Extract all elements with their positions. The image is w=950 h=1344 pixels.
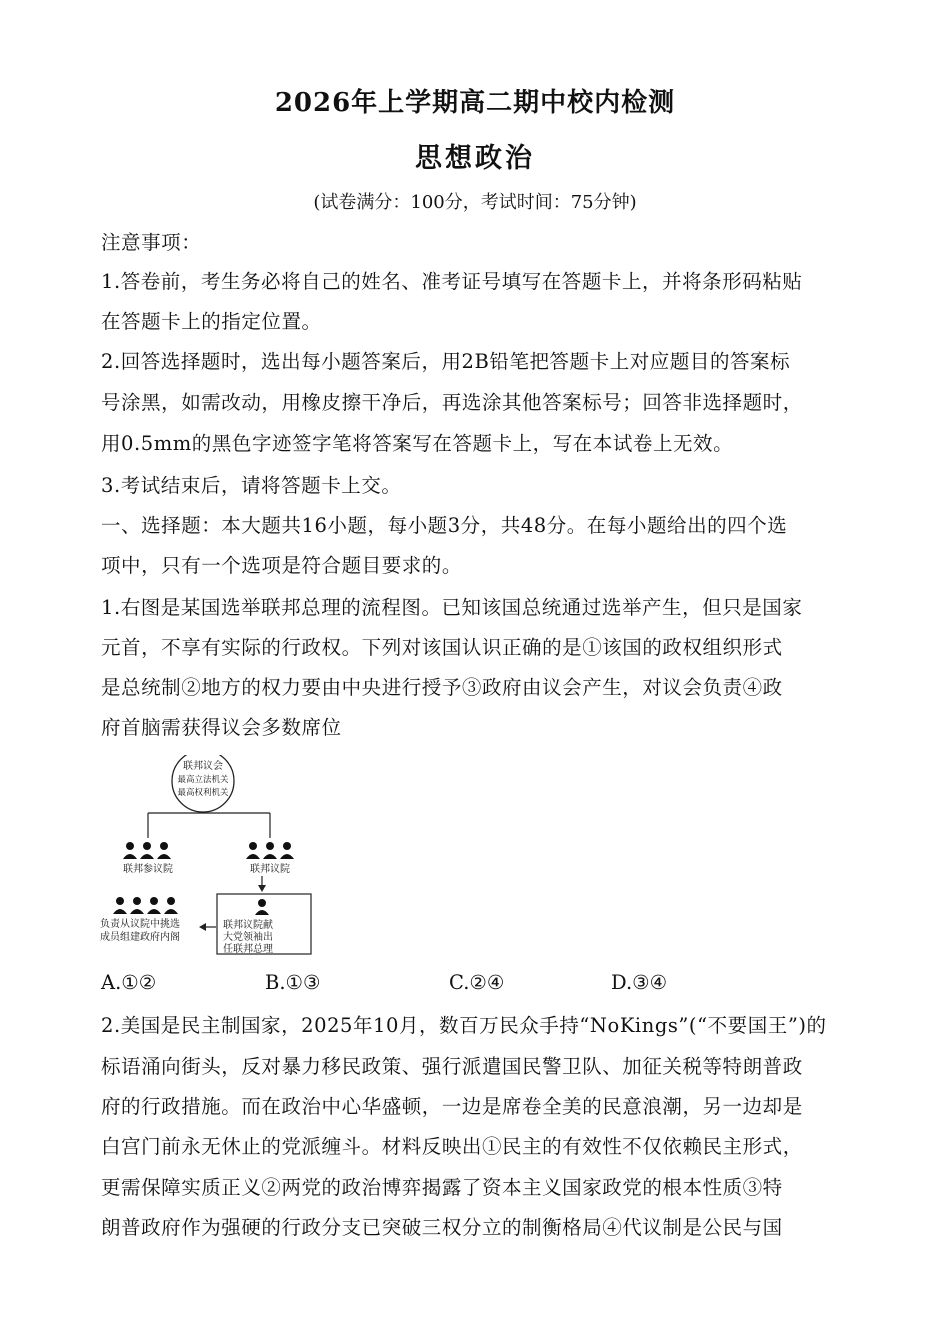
- section-instruction: 一、选择题：本大题共16小题，每小题3分，共48分。在每小题给出的四个选: [101, 514, 788, 537]
- cabinet-text: 成员组建政府内阁: [100, 932, 180, 943]
- upper-house-people-icon: [123, 842, 171, 859]
- lower-house-people-icon: [246, 842, 294, 859]
- notice-line: 2.回答选择题时，选出每小题答案后，用2B铅笔把答题卡上对应题目的答案标: [101, 350, 791, 373]
- question-2-text: 2.美国是民主制国家，2025年10月，数百万民众手持“NoKings”(“不要国王”)的: [101, 1014, 827, 1037]
- option-b: B.①③: [265, 971, 321, 994]
- connector-lines: [148, 812, 270, 838]
- notice-line: 号涂黑，如需改动，用橡皮擦干净后，再选涂其他答案标号；回答非选择题时，: [101, 391, 803, 414]
- option-a: A.①②: [101, 971, 157, 994]
- option-c: C.②④: [449, 971, 505, 994]
- chancellor-text: 大党领袖出: [223, 932, 273, 943]
- option-d: D.③④: [611, 971, 668, 994]
- cabinet-text: 负责从议院中挑选: [100, 919, 180, 930]
- chancellor-text: 任联邦总理: [223, 944, 273, 955]
- upper-house-label: 联邦参议院: [123, 864, 173, 875]
- question-1-text: 府首脑需获得议会多数席位: [101, 716, 342, 739]
- section-instruction: 项中，只有一个选项是符合题目要求的。: [101, 554, 462, 577]
- cabinet-people-icon: [113, 897, 178, 914]
- question-2-text: 府的行政措施。而在政治中心华盛顿，一边是席卷全美的民意浪潮，另一边却是: [101, 1095, 803, 1118]
- election-flowchart: [90, 755, 360, 955]
- question-2-text: 更需保障实质正义②两党的政治博弈揭露了资本主义国家政党的根本性质③特: [101, 1176, 783, 1199]
- parliament-label: 最高立法机关: [177, 775, 229, 785]
- arrow-left-icon: [199, 923, 206, 931]
- notice-line: 用0.5mm的黑色字迹签字笔将答案写在答题卡上，写在本试卷上无效。: [101, 432, 734, 455]
- subject-title: 思想政治: [415, 143, 535, 174]
- arrow-down-icon: [258, 885, 266, 892]
- chancellor-text: 联邦议院献: [223, 920, 273, 931]
- exam-info: (试卷满分：100分，考试时间：75分钟): [313, 192, 637, 213]
- notice-line: 在答题卡上的指定位置。: [101, 310, 322, 333]
- question-1-text: 元首，不享有实际的行政权。下列对该国认识正确的是①该国的政权组织形式: [101, 636, 783, 659]
- parliament-label: 联邦议会: [183, 761, 223, 772]
- question-1-text: 是总统制②地方的权力要由中央进行授予③政府由议会产生，对议会负责④政: [101, 676, 783, 699]
- question-2-text: 白宫门前永无休止的党派缠斗。材料反映出①民主的有效性不仅依赖民主形式，: [101, 1135, 803, 1158]
- question-1-text: 1.右图是某国选举联邦总理的流程图。已知该国总统通过选举产生，但只是国家: [101, 596, 803, 619]
- parliament-label: 最高权利机关: [177, 788, 229, 798]
- question-1-options: [101, 971, 801, 1001]
- notice-line: 1.答卷前，考生务必将自己的姓名、准考证号填写在答题卡上，并将条形码粘贴: [101, 270, 803, 293]
- question-2-text: 标语涌向街头，反对暴力移民政策、强行派遣国民警卫队、加征关税等特朗普政: [101, 1055, 803, 1078]
- lower-house-label: 联邦议院: [250, 864, 290, 875]
- question-2-text: 朗普政府作为强硬的行政分支已突破三权分立的制衡格局④代议制是公民与国: [101, 1216, 783, 1239]
- notice-heading: 注意事项：: [101, 231, 202, 254]
- exam-title: 2026年上学期高二期中校内检测: [274, 88, 676, 118]
- notice-line: 3.考试结束后，请将答题卡上交。: [101, 474, 402, 497]
